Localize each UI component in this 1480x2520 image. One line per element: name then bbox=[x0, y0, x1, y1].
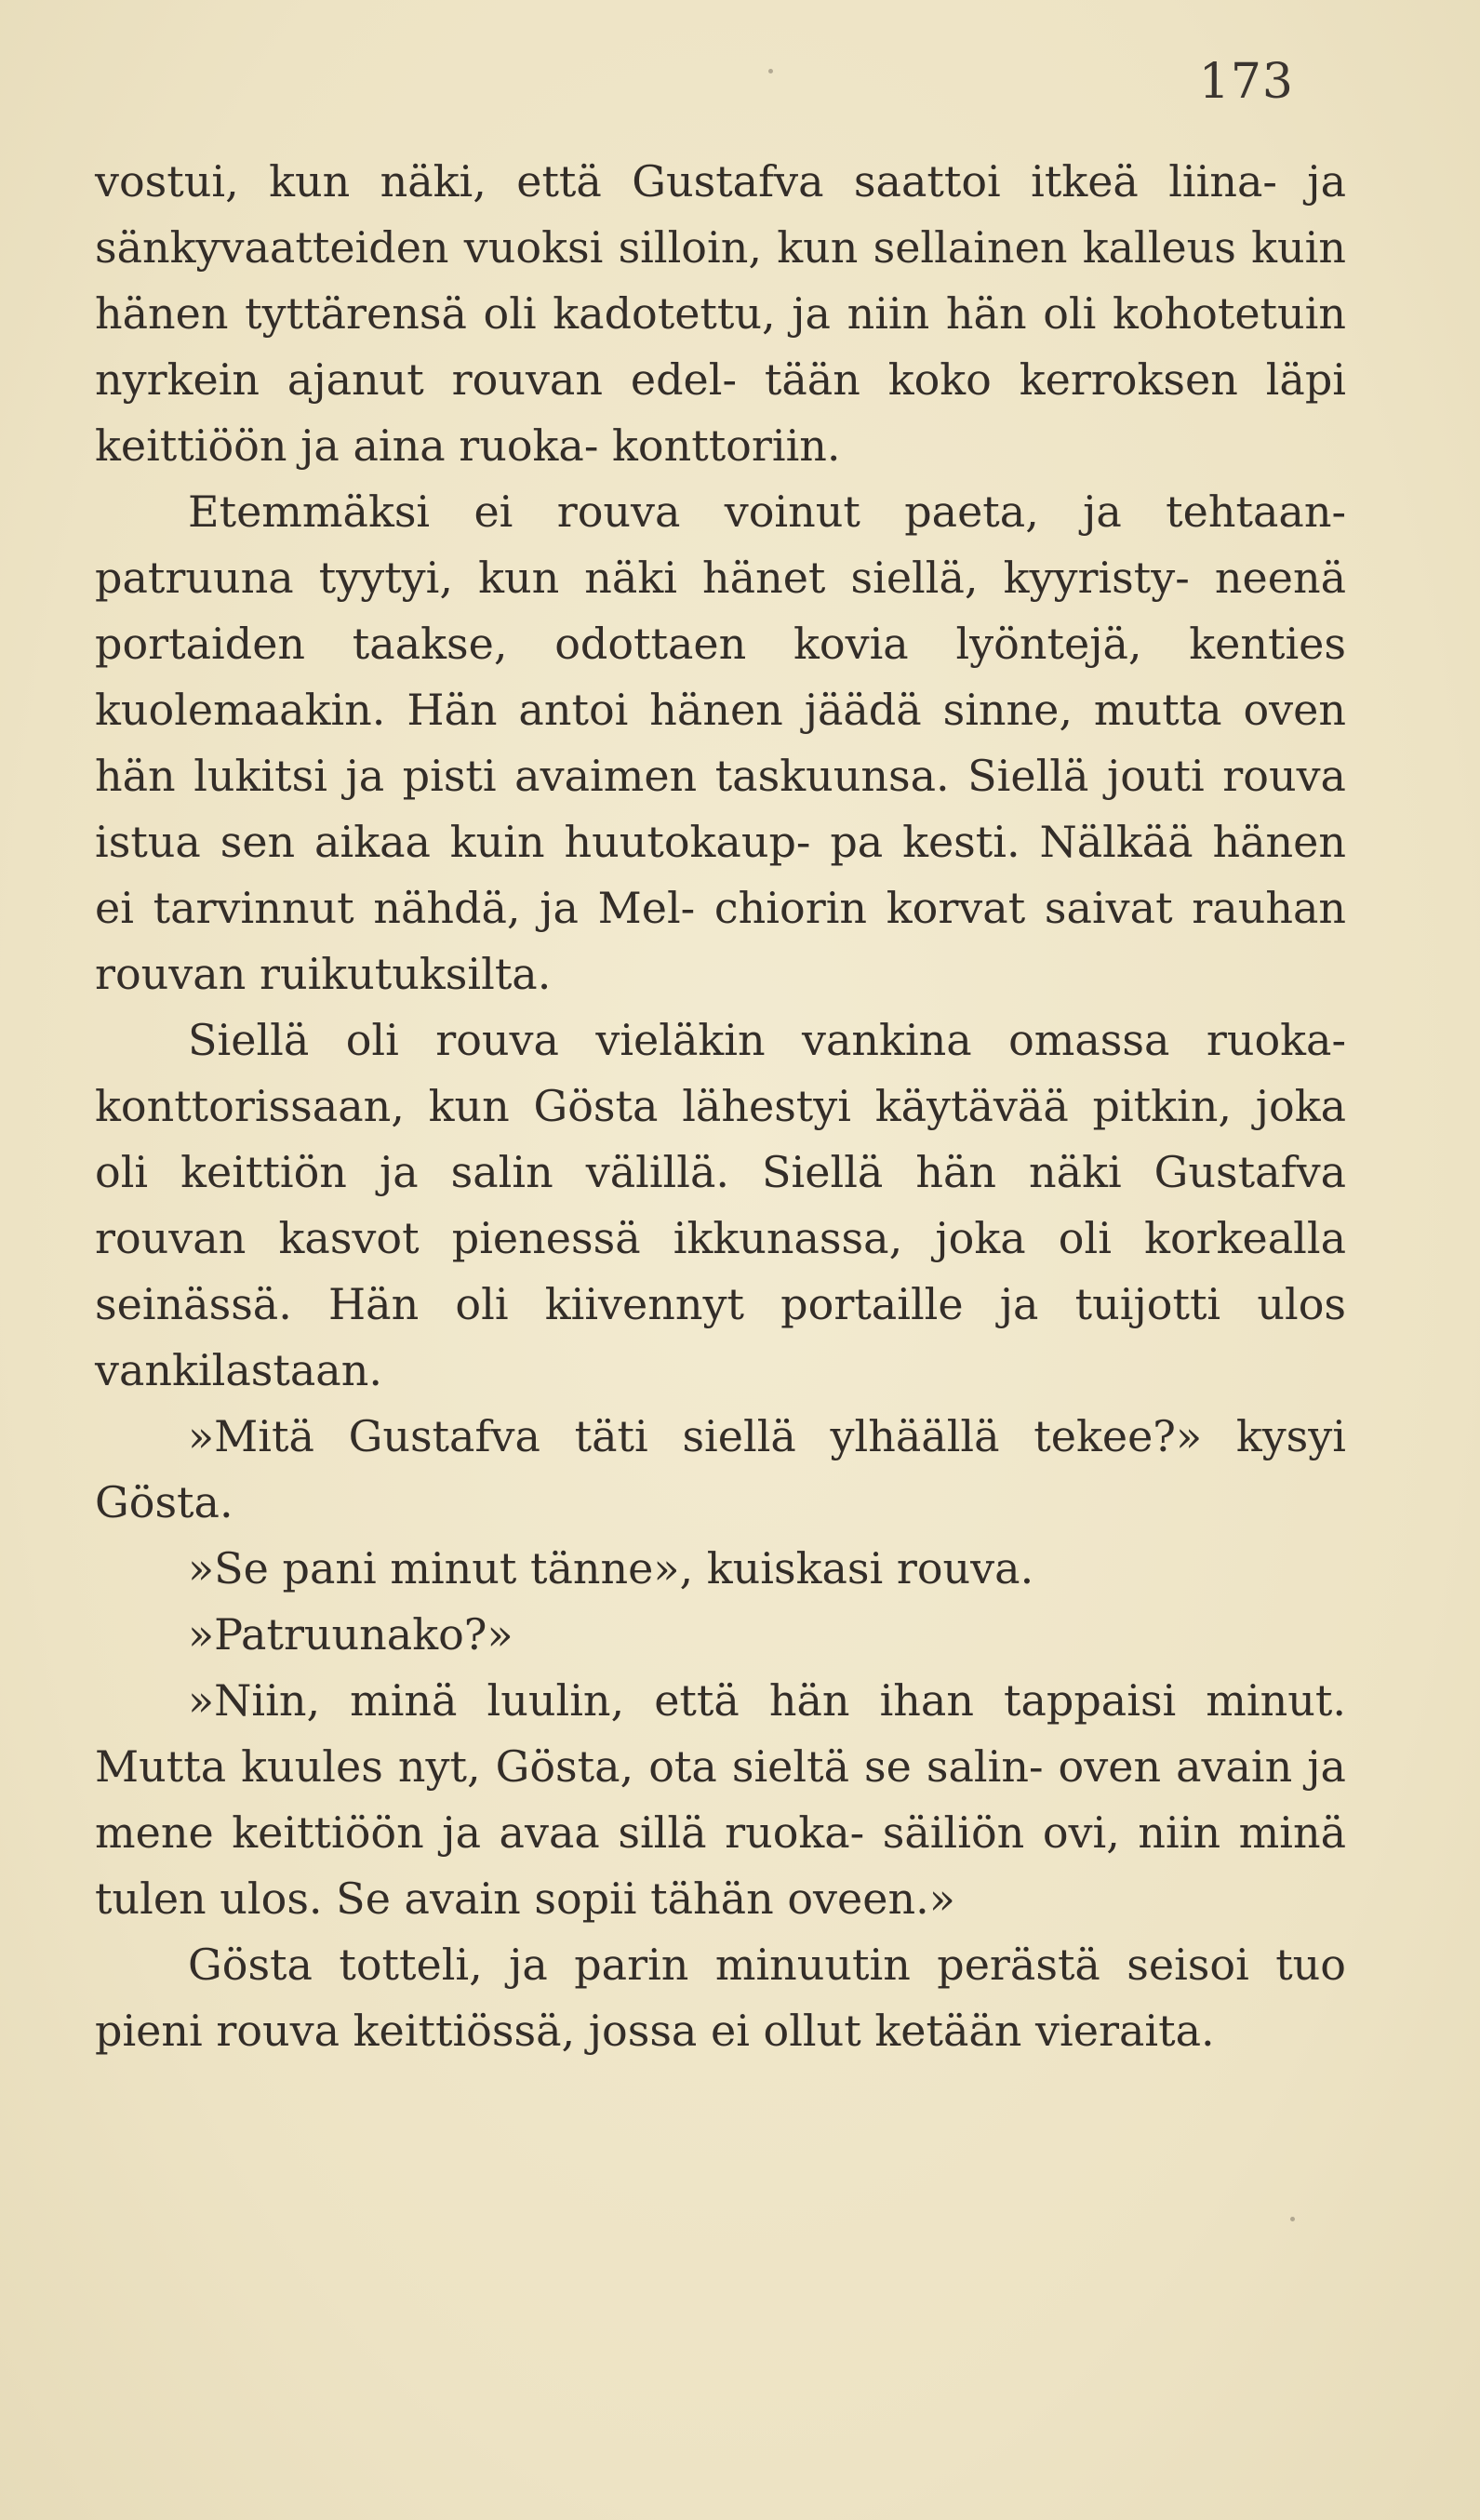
paragraph: »Se pani minut tänne», kuiskasi rouva. bbox=[188, 1543, 1034, 1593]
paragraph: Gösta totteli, ja parin minuutin perästä seisoi tuo pieni rouva keittiössä, jossa ei ollut ketään vieraita. bbox=[95, 1940, 1346, 2056]
paragraph: »Patruunako?» bbox=[188, 1609, 513, 1660]
paragraph: Etemmäksi ei rouva voinut paeta, ja tehtaan- patruuna tyytyi, kun näki hänet siellä, kyyristy- neenä portaiden taakse, odottaen kovia lyöntejä, kenties kuolemaakin. Hän antoi hänen jäädä sinne, mutta oven hän lukitsi ja pisti avaimen taskuunsa. Siellä jouti rouva istua sen aikaa kuin huutokaup- pa kesti. Nälkää hänen ei tarvinnut nähdä, ja Mel- chiorin korvat saivat rauhan rouvan ruikutuksilta. bbox=[95, 487, 1346, 999]
paragraph: »Mitä Gustafva täti siellä ylhäällä tekee?» kysyi Gösta. bbox=[95, 1411, 1346, 1527]
print-speck bbox=[1290, 2217, 1295, 2221]
body-text bbox=[95, 149, 1346, 2064]
page-number: 173 bbox=[1198, 54, 1294, 110]
paragraph: Siellä oli rouva vieläkin vankina omassa ruoka- konttorissaan, kun Gösta lähestyi käytävää pitkin, joka oli keittiön ja salin välillä. Siellä hän näki Gustafva rouvan kasvot pienessä ikkunassa, joka oli korkealla seinässä. Hän oli kiivennyt portaille ja tuijotti ulos vankilastaan. bbox=[95, 1015, 1346, 1395]
print-speck bbox=[768, 69, 773, 73]
paragraph: »Niin, minä luulin, että hän ihan tappaisi minut. Mutta kuules nyt, Gösta, ota sieltä se salin- oven avain ja mene keittiöön ja avaa sillä ruoka- säiliön ovi, niin minä tulen ulos. Se avain sopii tähän oveen.» bbox=[95, 1675, 1346, 1924]
paragraph: vostui, kun näki, että Gustafva saattoi itkeä liina- ja sänkyvaatteiden vuoksi silloin, kun sellainen kalleus kuin hänen tyttärensä oli kadotettu, ja niin hän oli kohotetuin nyrkein ajanut rouvan edel- tään koko kerroksen läpi keittiöön ja aina ruoka- konttoriin. bbox=[95, 156, 1346, 471]
